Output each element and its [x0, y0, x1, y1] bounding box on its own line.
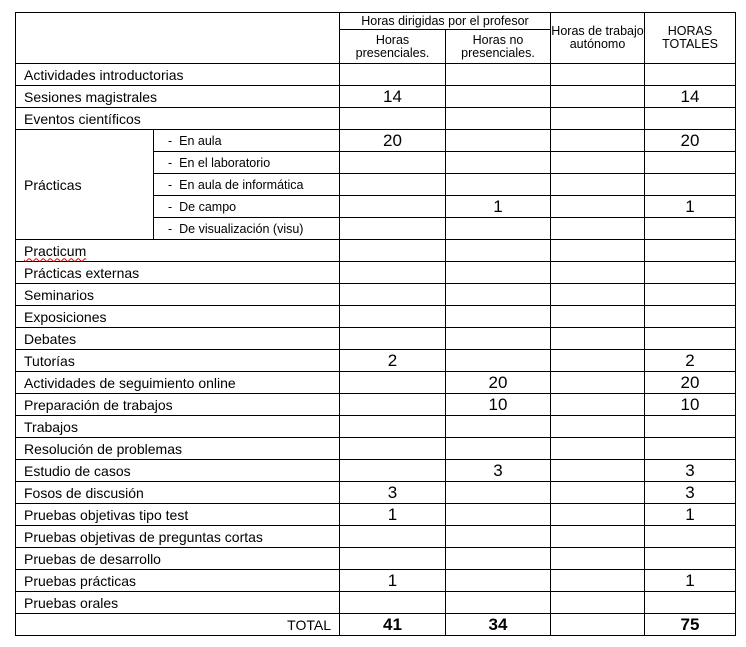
- header-row-1: [16, 13, 736, 30]
- table-row: [16, 262, 736, 284]
- row-label-practicas: Prácticas: [16, 130, 154, 240]
- table-row: [16, 416, 736, 438]
- total-horas: 75: [645, 614, 736, 636]
- cell-total: 14: [645, 86, 736, 108]
- row-label: Preparación de trabajos: [16, 394, 340, 416]
- table-row: [16, 328, 736, 350]
- table-row: [16, 284, 736, 306]
- sub-row-label: - De visualización (visu): [154, 218, 340, 240]
- table-row: [16, 64, 736, 86]
- row-label: Practicum: [16, 240, 340, 262]
- cell-total: 20: [645, 130, 736, 152]
- table-row: [16, 130, 736, 152]
- header-empty-cell: [16, 13, 340, 64]
- sub-row-label: - En el laboratorio: [154, 152, 340, 174]
- table-row: [16, 482, 736, 504]
- row-label: Pruebas orales: [16, 592, 340, 614]
- header-totales: HORAS TOTALES: [645, 13, 736, 64]
- row-label: Seminarios: [16, 284, 340, 306]
- cell-no-presenciales: 20: [446, 372, 551, 394]
- cell-no-presenciales: 1: [446, 196, 551, 218]
- header-group: Horas dirigidas por el profesor: [340, 13, 551, 30]
- row-label: Prácticas externas: [16, 262, 340, 284]
- table-row: [16, 86, 736, 108]
- row-label: Tutorías: [16, 350, 340, 372]
- table-row: [16, 306, 736, 328]
- cell-presenciales: 2: [340, 350, 446, 372]
- cell-presenciales: 1: [340, 504, 446, 526]
- table-row: [16, 460, 736, 482]
- total-autonomo: [551, 614, 645, 636]
- table-row: [16, 592, 736, 614]
- cell-total: 3: [645, 460, 736, 482]
- row-label: Actividades introductorias: [16, 64, 340, 86]
- cell-total: 3: [645, 482, 736, 504]
- row-label: Eventos científicos: [16, 108, 340, 130]
- table-row: [16, 350, 736, 372]
- row-label: Pruebas de desarrollo: [16, 548, 340, 570]
- row-label: Sesiones magistrales: [16, 86, 340, 108]
- row-label: Pruebas objetivas de preguntas cortas: [16, 526, 340, 548]
- row-label: Estudio de casos: [16, 460, 340, 482]
- sub-row-label: - De campo: [154, 196, 340, 218]
- cell-total: 2: [645, 350, 736, 372]
- cell-total: 1: [645, 570, 736, 592]
- row-label: Trabajos: [16, 416, 340, 438]
- table-row: [16, 504, 736, 526]
- row-label: Pruebas objetivas tipo test: [16, 504, 340, 526]
- header-presenciales: Horas presenciales.: [340, 30, 446, 64]
- total-presenciales: 41: [340, 614, 446, 636]
- cell-total: 1: [645, 196, 736, 218]
- cell-presenciales: 3: [340, 482, 446, 504]
- cell-total: 1: [645, 504, 736, 526]
- header-no-presenciales: Horas no presenciales.: [446, 30, 551, 64]
- table-row: [16, 108, 736, 130]
- table-row: [16, 240, 736, 262]
- table-row: [16, 548, 736, 570]
- row-label: Debates: [16, 328, 340, 350]
- table-row: [16, 438, 736, 460]
- table-row: [16, 526, 736, 548]
- row-label: Exposiciones: [16, 306, 340, 328]
- sub-row-label: - En aula: [154, 130, 340, 152]
- row-label: Resolución de problemas: [16, 438, 340, 460]
- sub-row-label: - En aula de informática: [154, 174, 340, 196]
- cell-no-presenciales: 3: [446, 460, 551, 482]
- cell-presenciales: 20: [340, 130, 446, 152]
- table-row: [16, 372, 736, 394]
- hours-table: [15, 12, 736, 636]
- row-label: Pruebas prácticas: [16, 570, 340, 592]
- table-row: [16, 570, 736, 592]
- cell-presenciales: 14: [340, 86, 446, 108]
- cell-total: 20: [645, 372, 736, 394]
- cell-total: 10: [645, 394, 736, 416]
- total-no-presenciales: 34: [446, 614, 551, 636]
- total-row: [16, 614, 736, 636]
- total-label: TOTAL: [16, 614, 340, 636]
- row-label: Fosos de discusión: [16, 482, 340, 504]
- row-label: Actividades de seguimiento online: [16, 372, 340, 394]
- table-row: [16, 394, 736, 416]
- header-autonomo: Horas de trabajo autónomo: [551, 13, 645, 64]
- cell-presenciales: 1: [340, 570, 446, 592]
- cell-no-presenciales: 10: [446, 394, 551, 416]
